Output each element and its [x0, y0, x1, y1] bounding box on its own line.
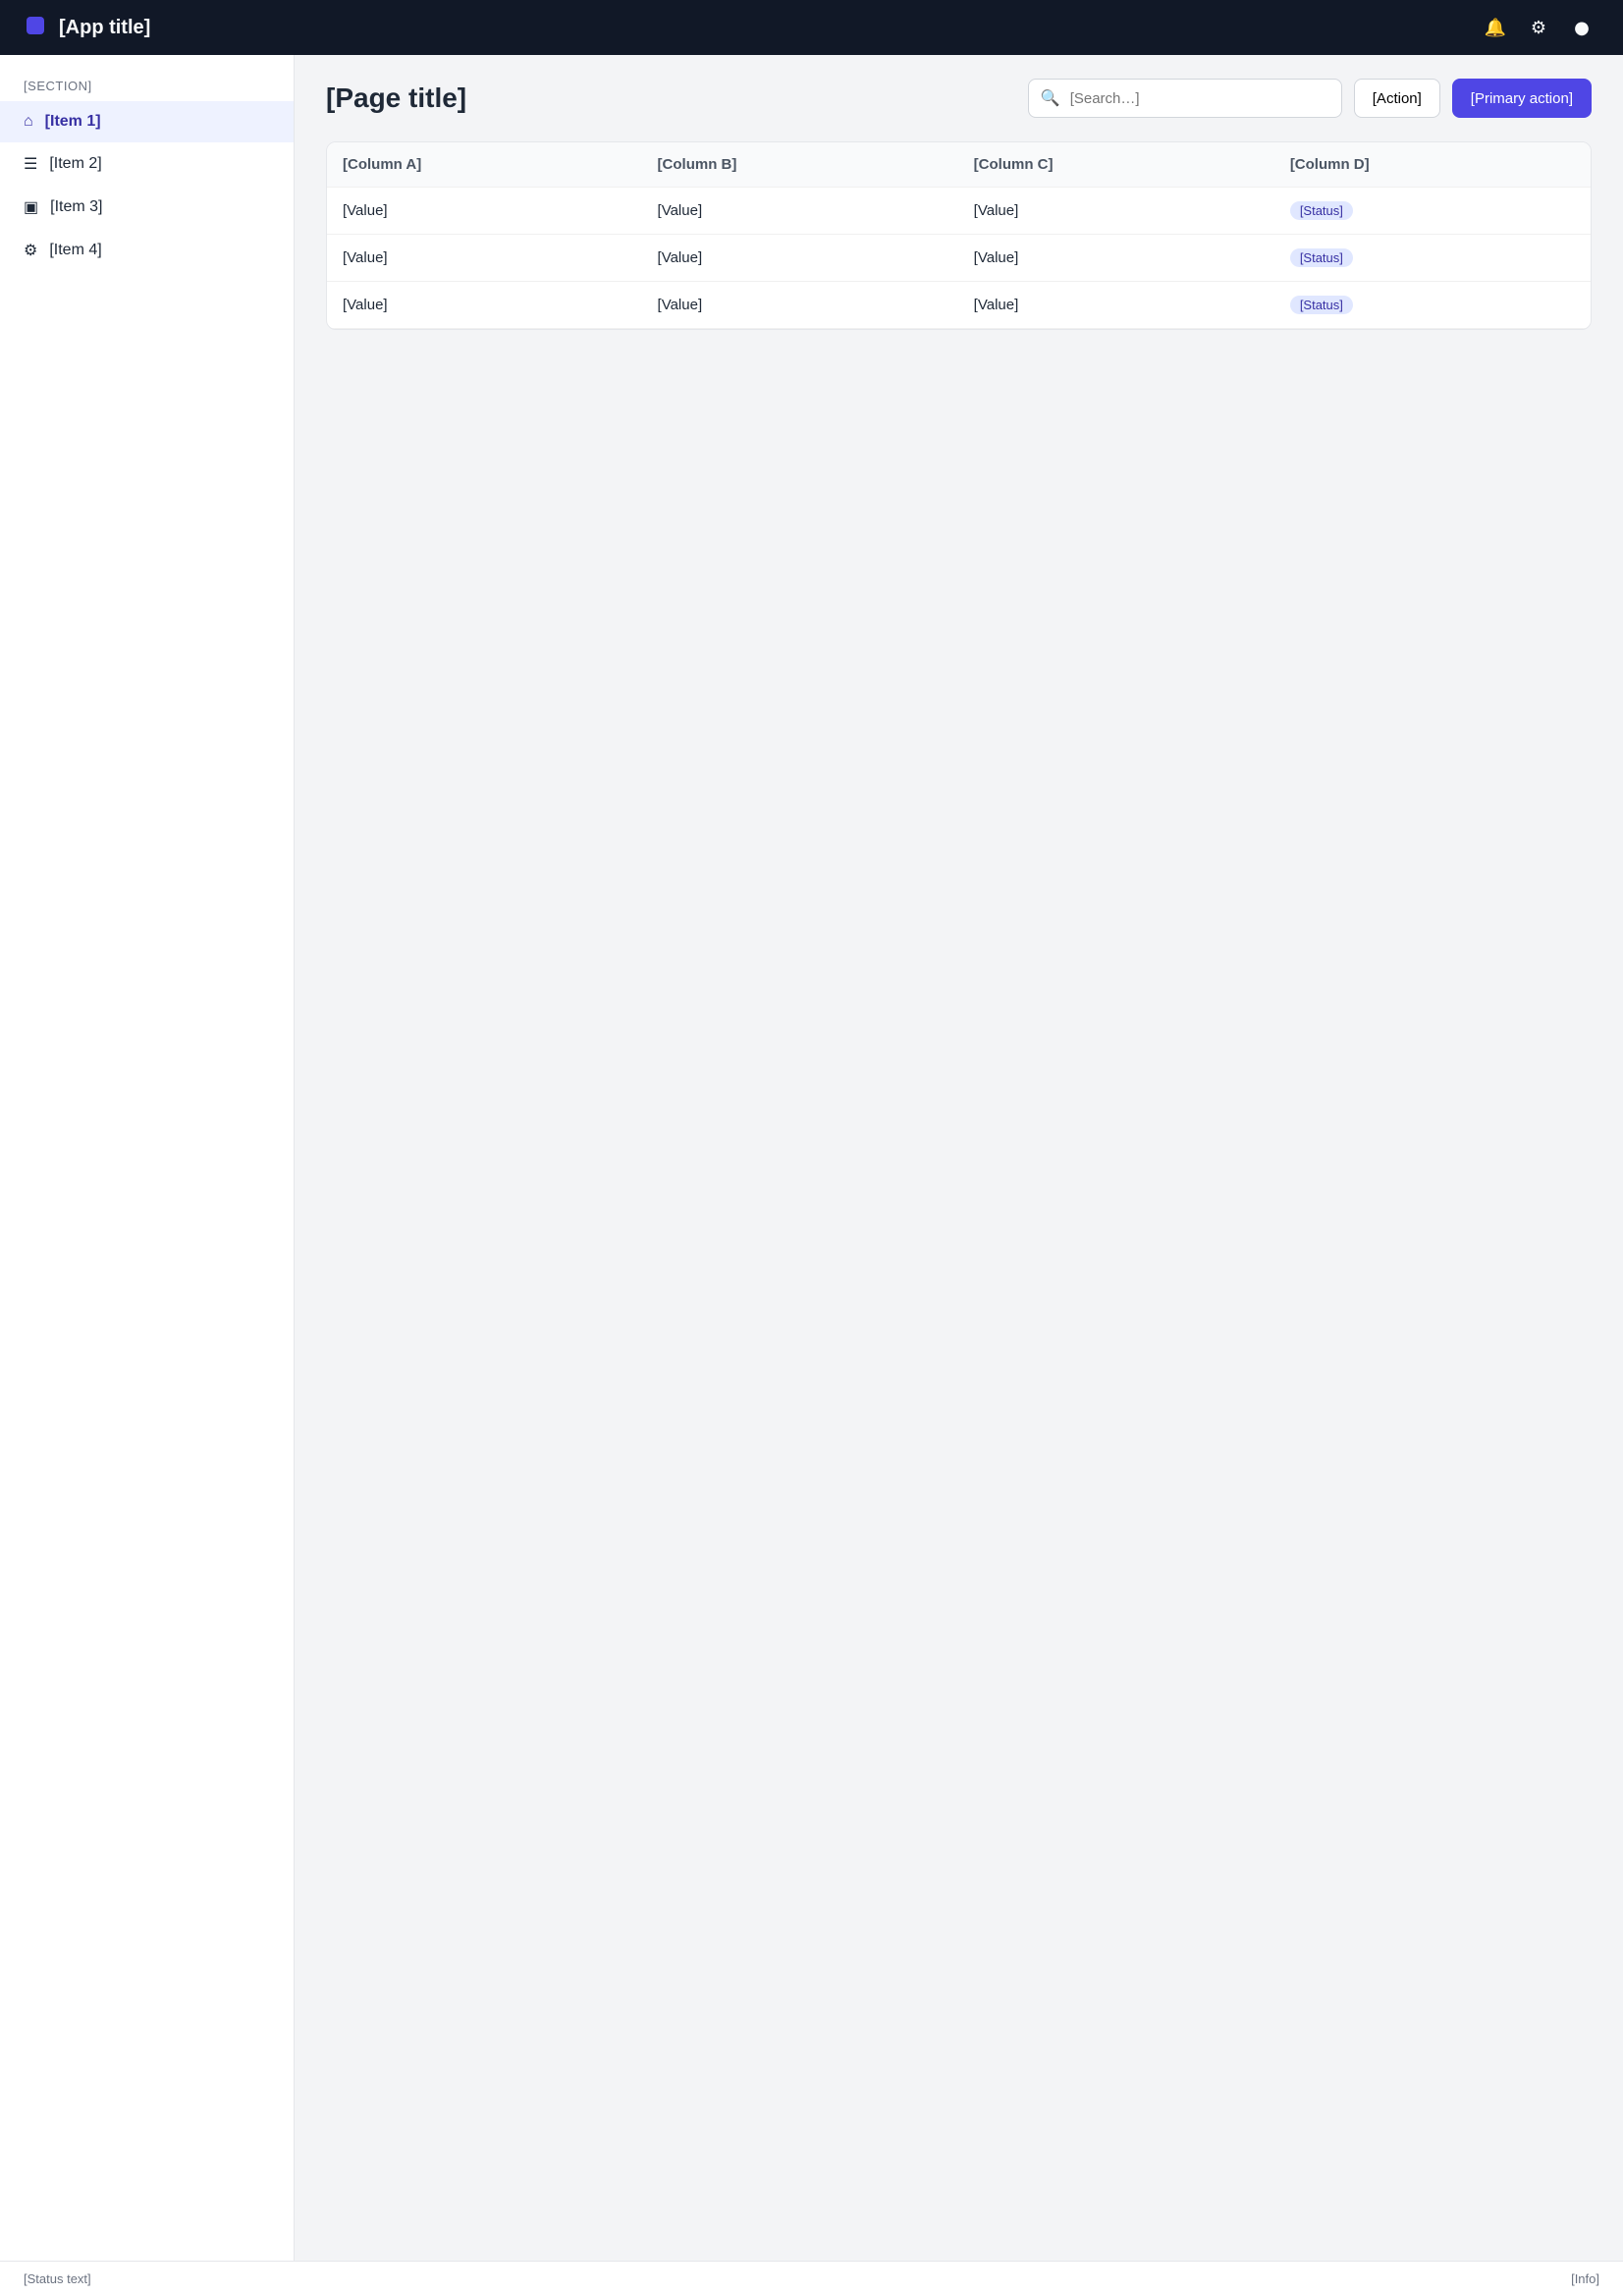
status-info: [Info] [1571, 2271, 1599, 2286]
home-icon: ⌂ [24, 113, 33, 130]
status-badge: [Status] [1290, 248, 1353, 267]
primary-action-button[interactable]: [Primary action] [1452, 79, 1592, 118]
sidebar-heading: [SECTION] [24, 79, 92, 93]
column-header[interactable]: [Column D] [1274, 142, 1591, 188]
column-header[interactable]: [Column B] [642, 142, 958, 188]
sidebar-item-label: [Item 2] [49, 155, 102, 172]
data-table-card [326, 141, 1592, 330]
table-cell [1274, 235, 1591, 282]
avatar-icon[interactable]: ● [1564, 10, 1599, 45]
folder-icon: ▣ [24, 199, 39, 216]
sidebar [0, 55, 295, 2261]
gear-icon[interactable]: ⚙ [1521, 10, 1556, 45]
sidebar-item-1[interactable] [0, 101, 294, 142]
table-cell: [Value] [642, 235, 958, 282]
page-title: [Page title] [326, 82, 467, 113]
table-header [327, 142, 1591, 188]
table-row[interactable] [327, 235, 1591, 282]
table-body [327, 188, 1591, 329]
search-icon: 🔍 [1040, 90, 1060, 107]
status-bar [0, 2261, 1623, 2296]
sidebar-item-2[interactable] [0, 142, 294, 186]
bell-icon[interactable]: 🔔 [1478, 10, 1513, 45]
data-table [327, 142, 1591, 329]
table-row[interactable] [327, 282, 1591, 329]
status-badge: [Status] [1290, 201, 1353, 220]
title-bar [0, 0, 1623, 55]
status-text: [Status text] [24, 2271, 91, 2286]
column-header[interactable]: [Column A] [327, 142, 642, 188]
table-cell: [Value] [958, 188, 1274, 235]
column-header[interactable]: [Column C] [958, 142, 1274, 188]
main-content [295, 55, 1623, 2261]
app-title: [App title] [59, 16, 151, 38]
title-bar-left [24, 14, 150, 42]
app-logo-icon [24, 14, 47, 42]
table-cell: [Value] [327, 235, 642, 282]
status-badge: [Status] [1290, 296, 1353, 314]
title-bar-actions [1478, 10, 1599, 45]
table-cell: [Value] [642, 188, 958, 235]
toolbar [326, 79, 1592, 118]
sidebar-item-label: [Item 3] [50, 198, 103, 215]
sidebar-item-label: [Item 4] [49, 242, 102, 258]
settings-icon: ⚙ [24, 243, 38, 259]
sidebar-items [0, 101, 294, 272]
table-row[interactable] [327, 188, 1591, 235]
sidebar-item-label: [Item 1] [44, 113, 101, 130]
search-box[interactable] [1028, 79, 1342, 118]
body-row [0, 55, 1623, 2261]
sidebar-item-4[interactable] [0, 229, 294, 272]
search-input[interactable] [1068, 89, 1329, 108]
table-cell: [Value] [958, 282, 1274, 329]
table-cell: [Value] [327, 282, 642, 329]
list-icon: ☰ [24, 156, 38, 173]
toolbar-actions [1028, 79, 1592, 118]
sidebar-item-3[interactable] [0, 186, 294, 229]
table-cell: [Value] [958, 235, 1274, 282]
table-cell [1274, 282, 1591, 329]
table-cell [1274, 188, 1591, 235]
table-cell: [Value] [327, 188, 642, 235]
table-header-row [327, 142, 1591, 188]
secondary-action-button[interactable]: [Action] [1354, 79, 1440, 118]
table-cell: [Value] [642, 282, 958, 329]
